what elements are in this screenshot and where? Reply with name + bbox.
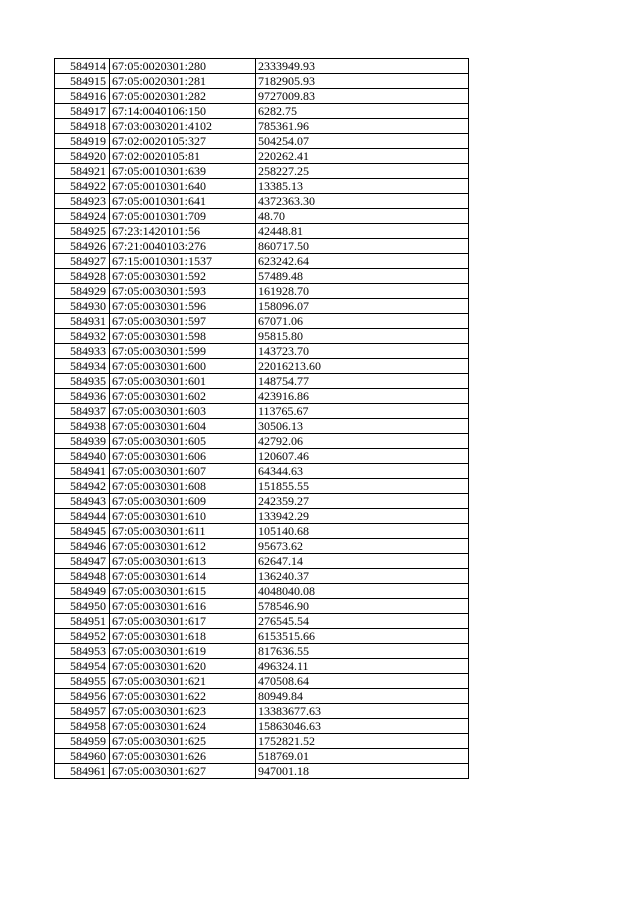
table-row bbox=[55, 749, 469, 764]
table-row bbox=[55, 59, 469, 74]
row-number-cell: 584915 bbox=[55, 74, 110, 89]
cadastral-value-cell: 161928.70 bbox=[256, 284, 469, 299]
table-row bbox=[55, 479, 469, 494]
cadastral-value-cell: 64344.63 bbox=[256, 464, 469, 479]
table-row bbox=[55, 284, 469, 299]
table-row bbox=[55, 299, 469, 314]
cadastral-value-cell: 4372363.30 bbox=[256, 194, 469, 209]
table-row bbox=[55, 434, 469, 449]
cadastral-number-cell: 67:05:0030301:599 bbox=[110, 344, 256, 359]
row-number-cell: 584926 bbox=[55, 239, 110, 254]
cadastral-number-cell: 67:23:1420101:56 bbox=[110, 224, 256, 239]
row-number-cell: 584930 bbox=[55, 299, 110, 314]
cadastral-value-cell: 578546.90 bbox=[256, 599, 469, 614]
cadastral-value-cell: 785361.96 bbox=[256, 119, 469, 134]
cadastral-number-cell: 67:05:0030301:607 bbox=[110, 464, 256, 479]
table-row bbox=[55, 734, 469, 749]
table-row bbox=[55, 689, 469, 704]
cadastral-number-cell: 67:05:0030301:600 bbox=[110, 359, 256, 374]
table-row bbox=[55, 554, 469, 569]
cadastral-value-cell: 57489.48 bbox=[256, 269, 469, 284]
table-row bbox=[55, 194, 469, 209]
cadastral-value-cell: 15863046.63 bbox=[256, 719, 469, 734]
table-row bbox=[55, 164, 469, 179]
cadastral-value-cell: 105140.68 bbox=[256, 524, 469, 539]
cadastral-number-cell: 67:05:0010301:709 bbox=[110, 209, 256, 224]
row-number-cell: 584919 bbox=[55, 134, 110, 149]
cadastral-number-cell: 67:05:0030301:597 bbox=[110, 314, 256, 329]
row-number-cell: 584959 bbox=[55, 734, 110, 749]
cadastral-value-cell: 148754.77 bbox=[256, 374, 469, 389]
cadastral-number-cell: 67:02:0020105:81 bbox=[110, 149, 256, 164]
table-row bbox=[55, 509, 469, 524]
cadastral-value-cell: 623242.64 bbox=[256, 254, 469, 269]
table-row bbox=[55, 614, 469, 629]
table-row bbox=[55, 269, 469, 284]
row-number-cell: 584956 bbox=[55, 689, 110, 704]
cadastral-value-cell: 143723.70 bbox=[256, 344, 469, 359]
cadastral-number-cell: 67:05:0030301:592 bbox=[110, 269, 256, 284]
table-row bbox=[55, 239, 469, 254]
cadastral-number-cell: 67:15:0010301:1537 bbox=[110, 254, 256, 269]
row-number-cell: 584958 bbox=[55, 719, 110, 734]
cadastral-value-cell: 947001.18 bbox=[256, 764, 469, 779]
cadastral-number-cell: 67:05:0030301:627 bbox=[110, 764, 256, 779]
row-number-cell: 584952 bbox=[55, 629, 110, 644]
table-row bbox=[55, 419, 469, 434]
cadastral-value-cell: 242359.27 bbox=[256, 494, 469, 509]
table-row bbox=[55, 569, 469, 584]
table-row bbox=[55, 74, 469, 89]
cadastral-number-cell: 67:05:0030301:626 bbox=[110, 749, 256, 764]
row-number-cell: 584938 bbox=[55, 419, 110, 434]
cadastral-value-cell: 423916.86 bbox=[256, 389, 469, 404]
cadastral-value-cell: 158096.07 bbox=[256, 299, 469, 314]
cadastral-value-cell: 6153515.66 bbox=[256, 629, 469, 644]
row-number-cell: 584945 bbox=[55, 524, 110, 539]
table-row bbox=[55, 629, 469, 644]
table-row bbox=[55, 524, 469, 539]
cadastral-number-cell: 67:05:0030301:620 bbox=[110, 659, 256, 674]
cadastral-number-cell: 67:05:0030301:604 bbox=[110, 419, 256, 434]
cadastral-value-cell: 860717.50 bbox=[256, 239, 469, 254]
cadastral-number-cell: 67:05:0030301:610 bbox=[110, 509, 256, 524]
cadastral-value-cell: 13383677.63 bbox=[256, 704, 469, 719]
cadastral-number-cell: 67:14:0040106:150 bbox=[110, 104, 256, 119]
cadastral-value-cell: 817636.55 bbox=[256, 644, 469, 659]
cadastral-number-cell: 67:05:0030301:614 bbox=[110, 569, 256, 584]
row-number-cell: 584951 bbox=[55, 614, 110, 629]
table-row bbox=[55, 104, 469, 119]
cadastral-value-cell: 7182905.93 bbox=[256, 74, 469, 89]
row-number-cell: 584921 bbox=[55, 164, 110, 179]
table-row bbox=[55, 494, 469, 509]
cadastral-number-cell: 67:05:0030301:605 bbox=[110, 434, 256, 449]
row-number-cell: 584941 bbox=[55, 464, 110, 479]
table-row bbox=[55, 89, 469, 104]
cadastral-value-cell: 113765.67 bbox=[256, 404, 469, 419]
cadastral-number-cell: 67:05:0030301:615 bbox=[110, 584, 256, 599]
row-number-cell: 584917 bbox=[55, 104, 110, 119]
cadastral-value-cell: 518769.01 bbox=[256, 749, 469, 764]
cadastral-number-cell: 67:05:0030301:619 bbox=[110, 644, 256, 659]
table-row bbox=[55, 254, 469, 269]
table-row bbox=[55, 659, 469, 674]
row-number-cell: 584936 bbox=[55, 389, 110, 404]
cadastral-value-cell: 258227.25 bbox=[256, 164, 469, 179]
table-row bbox=[55, 224, 469, 239]
cadastral-value-cell: 22016213.60 bbox=[256, 359, 469, 374]
row-number-cell: 584932 bbox=[55, 329, 110, 344]
row-number-cell: 584948 bbox=[55, 569, 110, 584]
row-number-cell: 584939 bbox=[55, 434, 110, 449]
cadastral-number-cell: 67:05:0010301:639 bbox=[110, 164, 256, 179]
table-row bbox=[55, 644, 469, 659]
table-row bbox=[55, 329, 469, 344]
table-row bbox=[55, 764, 469, 779]
row-number-cell: 584918 bbox=[55, 119, 110, 134]
cadastral-value-cell: 133942.29 bbox=[256, 509, 469, 524]
row-number-cell: 584957 bbox=[55, 704, 110, 719]
row-number-cell: 584950 bbox=[55, 599, 110, 614]
table-row bbox=[55, 464, 469, 479]
row-number-cell: 584944 bbox=[55, 509, 110, 524]
table-row bbox=[55, 599, 469, 614]
cadastral-number-cell: 67:05:0030301:603 bbox=[110, 404, 256, 419]
cadastral-value-cell: 80949.84 bbox=[256, 689, 469, 704]
table-row bbox=[55, 209, 469, 224]
table-body bbox=[55, 59, 469, 779]
cadastral-number-cell: 67:05:0030301:613 bbox=[110, 554, 256, 569]
cadastral-value-cell: 504254.07 bbox=[256, 134, 469, 149]
cadastral-value-cell: 136240.37 bbox=[256, 569, 469, 584]
cadastral-value-cell: 42448.81 bbox=[256, 224, 469, 239]
cadastral-number-cell: 67:05:0030301:616 bbox=[110, 599, 256, 614]
cadastral-number-cell: 67:05:0030301:593 bbox=[110, 284, 256, 299]
table-row bbox=[55, 389, 469, 404]
cadastral-value-cell: 120607.46 bbox=[256, 449, 469, 464]
cadastral-value-cell: 2333949.93 bbox=[256, 59, 469, 74]
row-number-cell: 584954 bbox=[55, 659, 110, 674]
cadastral-number-cell: 67:02:0020105:327 bbox=[110, 134, 256, 149]
table-row bbox=[55, 314, 469, 329]
cadastral-value-cell: 1752821.52 bbox=[256, 734, 469, 749]
row-number-cell: 584920 bbox=[55, 149, 110, 164]
table-row bbox=[55, 449, 469, 464]
cadastral-value-table bbox=[54, 58, 469, 779]
cadastral-number-cell: 67:05:0030301:621 bbox=[110, 674, 256, 689]
row-number-cell: 584953 bbox=[55, 644, 110, 659]
cadastral-value-cell: 6282.75 bbox=[256, 104, 469, 119]
row-number-cell: 584940 bbox=[55, 449, 110, 464]
cadastral-number-cell: 67:05:0030301:624 bbox=[110, 719, 256, 734]
table-row bbox=[55, 359, 469, 374]
table-row bbox=[55, 149, 469, 164]
cadastral-value-cell: 9727009.83 bbox=[256, 89, 469, 104]
row-number-cell: 584942 bbox=[55, 479, 110, 494]
row-number-cell: 584935 bbox=[55, 374, 110, 389]
table-row bbox=[55, 134, 469, 149]
row-number-cell: 584924 bbox=[55, 209, 110, 224]
row-number-cell: 584949 bbox=[55, 584, 110, 599]
row-number-cell: 584946 bbox=[55, 539, 110, 554]
cadastral-number-cell: 67:05:0020301:281 bbox=[110, 74, 256, 89]
cadastral-number-cell: 67:03:0030201:4102 bbox=[110, 119, 256, 134]
cadastral-number-cell: 67:05:0030301:602 bbox=[110, 389, 256, 404]
table-row bbox=[55, 674, 469, 689]
row-number-cell: 584937 bbox=[55, 404, 110, 419]
cadastral-number-cell: 67:05:0030301:601 bbox=[110, 374, 256, 389]
cadastral-number-cell: 67:05:0030301:606 bbox=[110, 449, 256, 464]
row-number-cell: 584960 bbox=[55, 749, 110, 764]
cadastral-number-cell: 67:05:0030301:598 bbox=[110, 329, 256, 344]
cadastral-value-cell: 95815.80 bbox=[256, 329, 469, 344]
row-number-cell: 584961 bbox=[55, 764, 110, 779]
cadastral-number-cell: 67:05:0030301:608 bbox=[110, 479, 256, 494]
row-number-cell: 584931 bbox=[55, 314, 110, 329]
table-row bbox=[55, 719, 469, 734]
cadastral-value-cell: 13385.13 bbox=[256, 179, 469, 194]
cadastral-value-cell: 42792.06 bbox=[256, 434, 469, 449]
cadastral-number-cell: 67:05:0030301:623 bbox=[110, 704, 256, 719]
row-number-cell: 584929 bbox=[55, 284, 110, 299]
table-row bbox=[55, 584, 469, 599]
cadastral-value-cell: 30506.13 bbox=[256, 419, 469, 434]
table-row bbox=[55, 179, 469, 194]
cadastral-number-cell: 67:05:0030301:622 bbox=[110, 689, 256, 704]
row-number-cell: 584925 bbox=[55, 224, 110, 239]
row-number-cell: 584927 bbox=[55, 254, 110, 269]
table-row bbox=[55, 404, 469, 419]
cadastral-number-cell: 67:05:0020301:282 bbox=[110, 89, 256, 104]
row-number-cell: 584933 bbox=[55, 344, 110, 359]
row-number-cell: 584943 bbox=[55, 494, 110, 509]
row-number-cell: 584947 bbox=[55, 554, 110, 569]
row-number-cell: 584955 bbox=[55, 674, 110, 689]
cadastral-value-cell: 496324.11 bbox=[256, 659, 469, 674]
cadastral-value-cell: 220262.41 bbox=[256, 149, 469, 164]
cadastral-number-cell: 67:05:0030301:618 bbox=[110, 629, 256, 644]
cadastral-number-cell: 67:05:0030301:625 bbox=[110, 734, 256, 749]
cadastral-value-cell: 62647.14 bbox=[256, 554, 469, 569]
table-row bbox=[55, 374, 469, 389]
cadastral-number-cell: 67:05:0030301:609 bbox=[110, 494, 256, 509]
row-number-cell: 584914 bbox=[55, 59, 110, 74]
table-row bbox=[55, 539, 469, 554]
cadastral-value-cell: 95673.62 bbox=[256, 539, 469, 554]
cadastral-value-cell: 151855.55 bbox=[256, 479, 469, 494]
cadastral-value-cell: 4048040.08 bbox=[256, 584, 469, 599]
table-row bbox=[55, 119, 469, 134]
cadastral-number-cell: 67:05:0030301:611 bbox=[110, 524, 256, 539]
row-number-cell: 584916 bbox=[55, 89, 110, 104]
cadastral-number-cell: 67:21:0040103:276 bbox=[110, 239, 256, 254]
cadastral-value-cell: 67071.06 bbox=[256, 314, 469, 329]
row-number-cell: 584923 bbox=[55, 194, 110, 209]
table-row bbox=[55, 704, 469, 719]
row-number-cell: 584928 bbox=[55, 269, 110, 284]
cadastral-value-cell: 276545.54 bbox=[256, 614, 469, 629]
cadastral-value-cell: 48.70 bbox=[256, 209, 469, 224]
cadastral-number-cell: 67:05:0030301:596 bbox=[110, 299, 256, 314]
cadastral-number-cell: 67:05:0030301:612 bbox=[110, 539, 256, 554]
cadastral-number-cell: 67:05:0010301:640 bbox=[110, 179, 256, 194]
table-row bbox=[55, 344, 469, 359]
cadastral-value-cell: 470508.64 bbox=[256, 674, 469, 689]
row-number-cell: 584922 bbox=[55, 179, 110, 194]
row-number-cell: 584934 bbox=[55, 359, 110, 374]
cadastral-number-cell: 67:05:0020301:280 bbox=[110, 59, 256, 74]
cadastral-number-cell: 67:05:0030301:617 bbox=[110, 614, 256, 629]
cadastral-number-cell: 67:05:0010301:641 bbox=[110, 194, 256, 209]
